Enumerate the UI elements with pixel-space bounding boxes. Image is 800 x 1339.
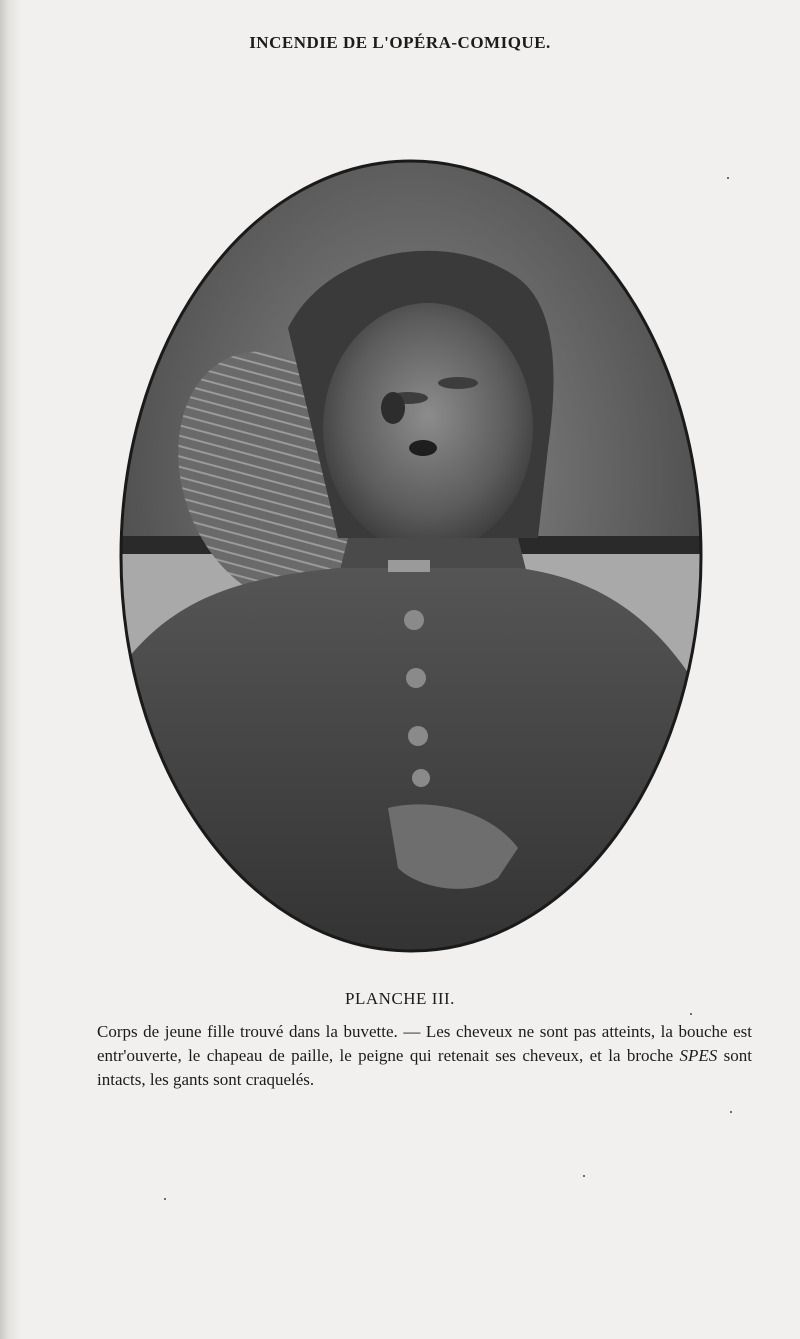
caption-text-start: Corps de jeune fille trouvé dans la buvette. — Les cheveux ne sont pas atteints, la bouche est entr'ouverte, le chapeau de paille, le peigne qui retenait ses cheveux, et la broche	[97, 1022, 752, 1065]
running-header: INCENDIE DE L'OPÉRA-COMIQUE.	[249, 33, 551, 52]
caption-paragraph	[97, 1020, 752, 1092]
plate-caption	[97, 1020, 752, 1092]
oval-photograph	[118, 158, 704, 954]
photograph-image	[118, 158, 704, 954]
caption-text-end: sont intacts, les gants sont craquelés.	[97, 1046, 752, 1089]
caption-italic-word: SPES	[679, 1046, 718, 1065]
plate-title: PLANCHE III.	[345, 989, 455, 1008]
page-binding-edge	[0, 0, 22, 1339]
